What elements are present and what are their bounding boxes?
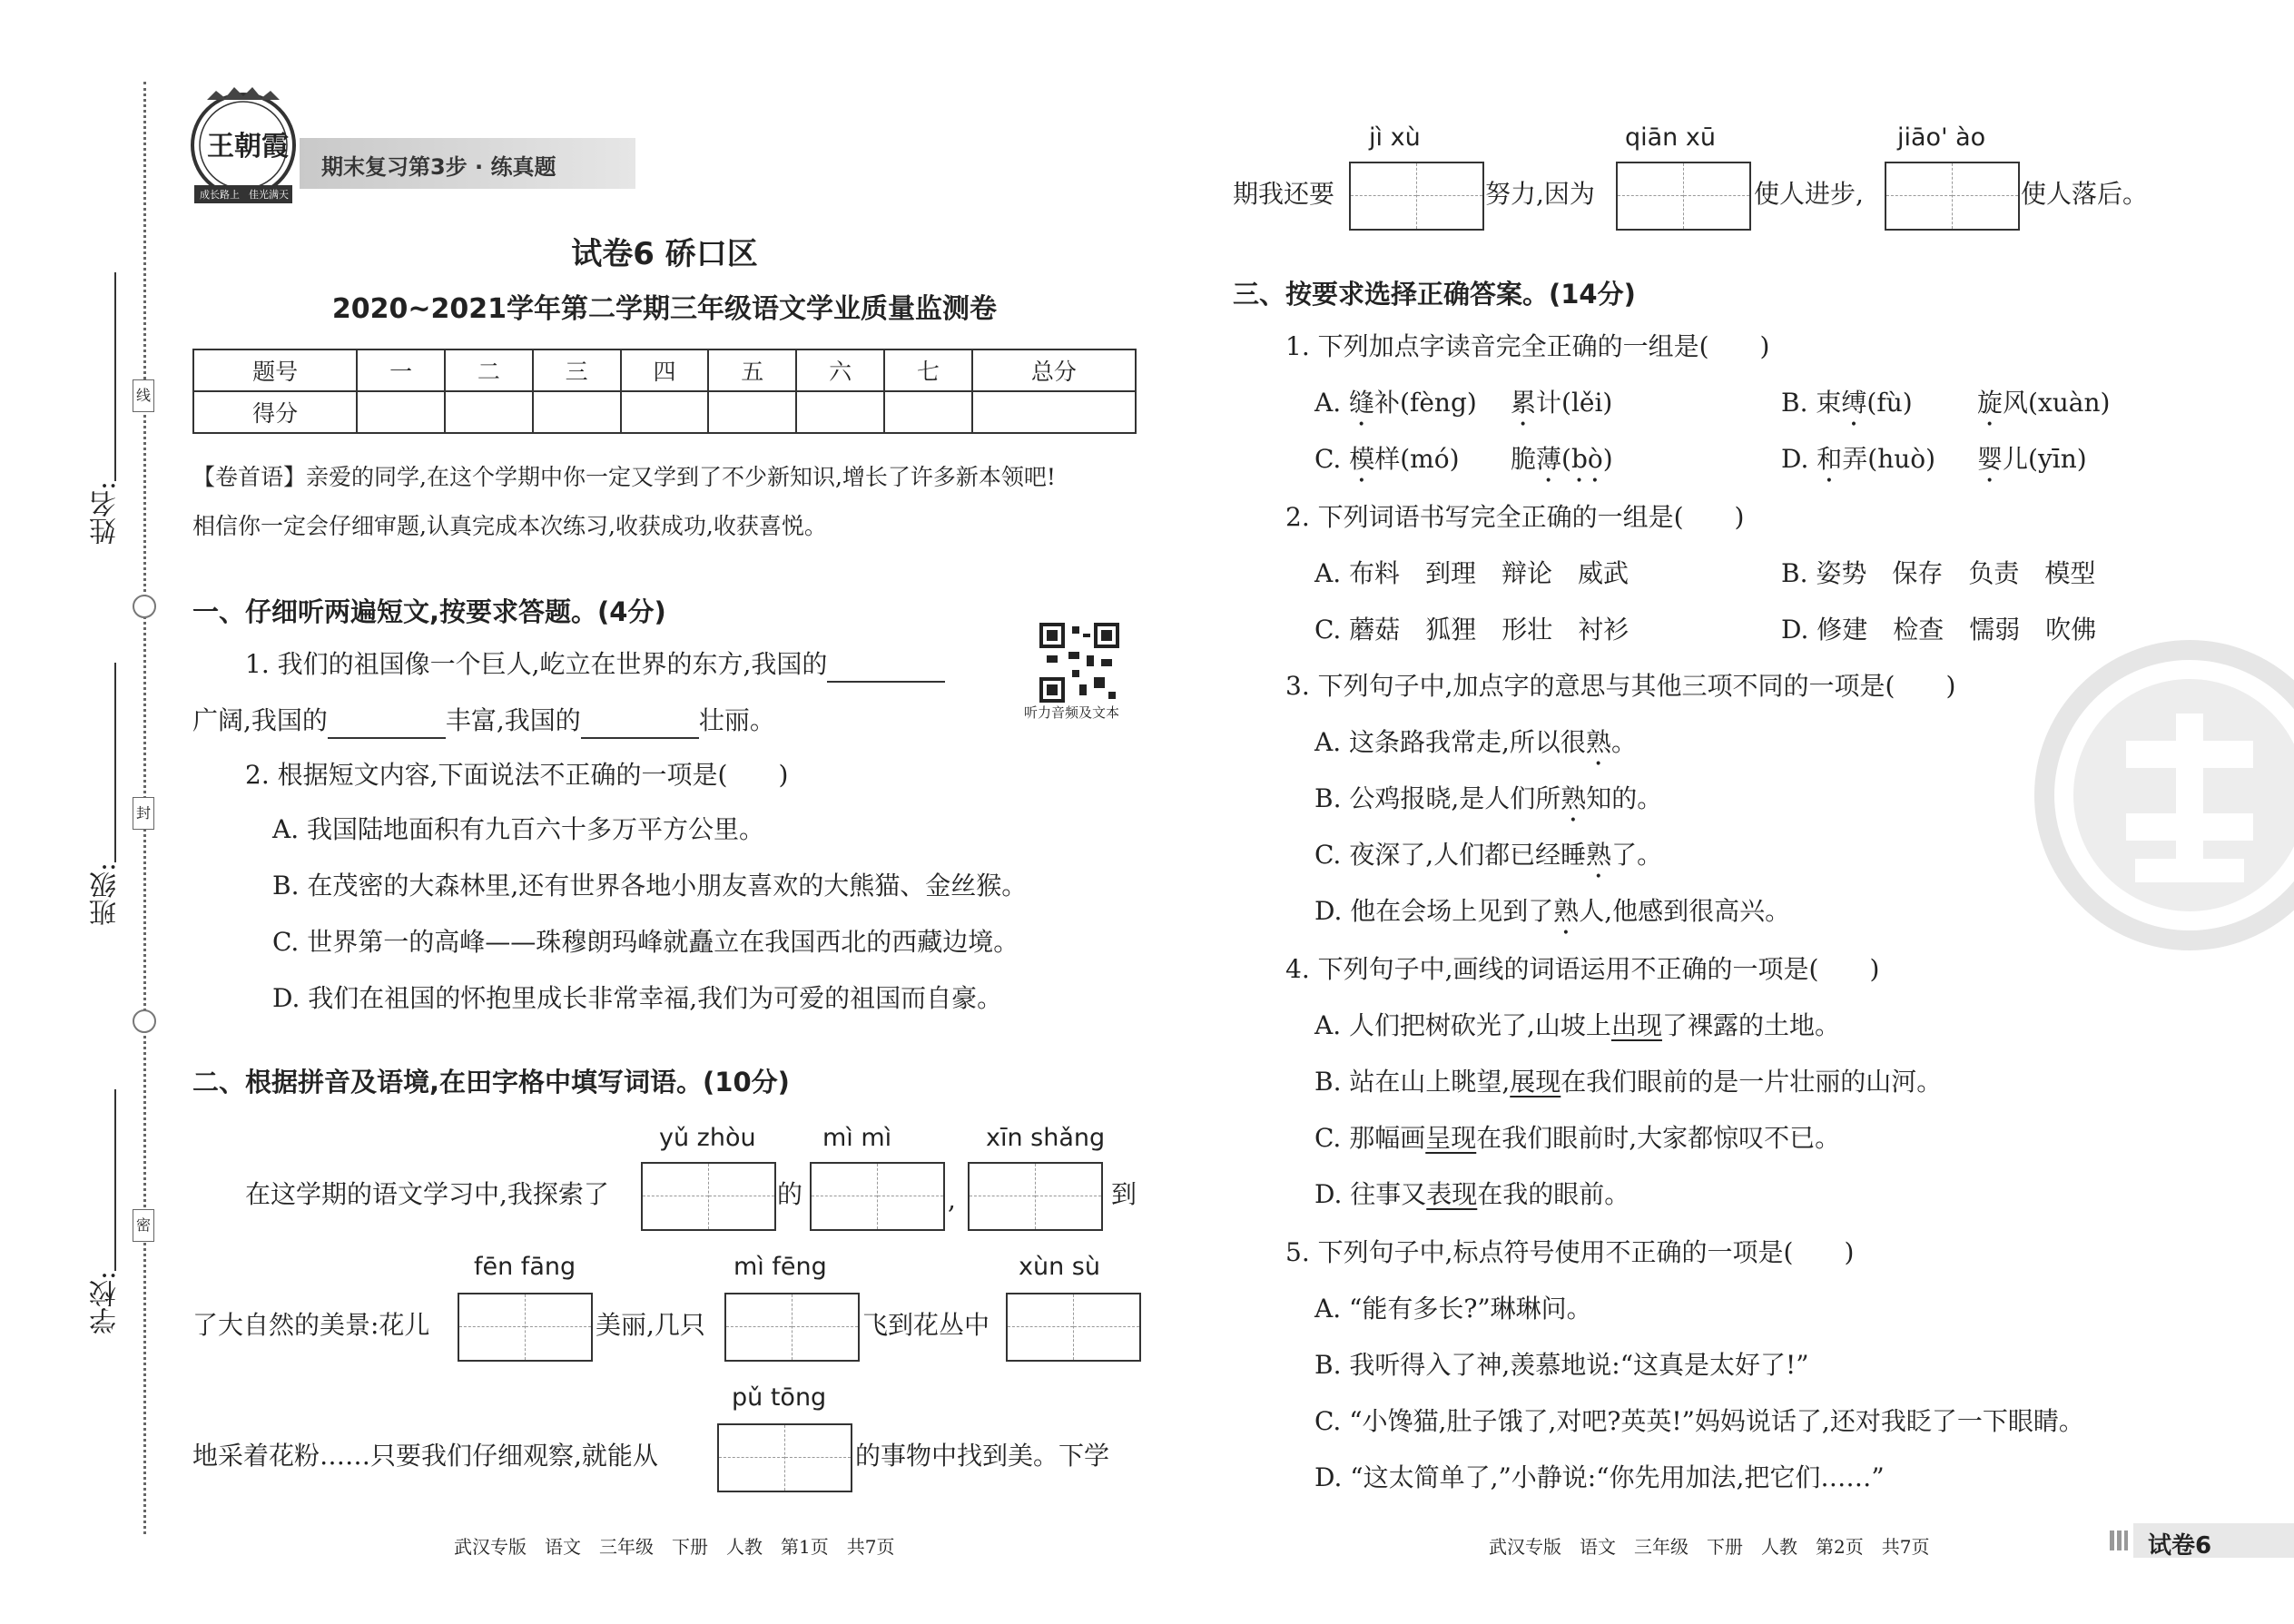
s3-q3-option <box>1314 839 1662 884</box>
qr-code <box>1039 623 1119 703</box>
s3-q2-option: D. 修建 检查 懦弱 吹佛 <box>1781 615 2097 645</box>
s3-q3-option <box>1314 726 1637 772</box>
pinyin-label: mì fēng <box>733 1253 827 1281</box>
preface-line-1: 【卷首语】亲爱的同学,在这个学期中你一定又学到了不少新知识,增长了许多新本领吧! <box>192 464 1056 490</box>
pinyin-label: xùn sù <box>1019 1253 1100 1281</box>
dotted-char: 累 <box>1511 388 1537 418</box>
s2-text: , <box>948 1185 956 1215</box>
footer-right: 武汉专版 语文 三年级 下册 人教 第2页 共7页 <box>1489 1536 1930 1558</box>
qr-caption: 听力音频及文本 <box>1024 704 1120 721</box>
tianzige-box[interactable] <box>641 1162 776 1231</box>
score-header-cell: 四 <box>621 349 709 391</box>
s2-text: 美丽,几只 <box>596 1310 705 1340</box>
s3-text: A. 这条路我常走,所以很 <box>1314 727 1586 757</box>
s3-q1-option-b <box>1781 387 1913 432</box>
watermark-seal <box>2026 632 2294 959</box>
name-line <box>114 272 116 481</box>
tianzige-box[interactable] <box>1006 1293 1141 1362</box>
s3-text: 在我们眼前的是一片壮丽的山河。 <box>1561 1067 1943 1097</box>
underlined-word: 表现 <box>1426 1179 1478 1209</box>
score-cell[interactable] <box>796 391 884 433</box>
s3-text: C. <box>1314 444 1350 474</box>
s2-text: 到 <box>1111 1179 1137 1209</box>
s3-q4: 4. 下列句子中,画线的词语运用不正确的一项是( ) <box>1285 954 1880 984</box>
section2-heading: 二、根据拼音及语境,在田字格中填写词语。(10分) <box>192 1067 790 1097</box>
s3-text: 在我们眼前时,大家都惊叹不已。 <box>1476 1123 1841 1153</box>
preface-line-2: 相信你一定会仔细审题,认真完成本次练习,收获成功,收获喜悦。 <box>192 513 827 539</box>
score-cell[interactable] <box>621 391 709 433</box>
s2-text: 使人落后。 <box>2021 179 2149 209</box>
s3-q4-option <box>1314 1066 1942 1098</box>
score-table-score-row <box>193 391 1136 433</box>
s3-q2-option: B. 姿势 保存 负责 模型 <box>1781 558 2096 588</box>
logo-slogan-left: 成长路上 <box>200 189 240 201</box>
pinyin-label: jì xù <box>1369 123 1421 152</box>
footer-tag-text: 试卷6 <box>2148 1532 2212 1560</box>
s2-text: 飞到花丛中 <box>862 1310 990 1340</box>
s3-text: (fù) <box>1866 388 1913 418</box>
s3-q4-option <box>1314 1122 1840 1155</box>
school-line <box>114 1089 116 1271</box>
score-header-cell: 三 <box>533 349 621 391</box>
dotted-char: 熟 <box>1586 840 1612 870</box>
s3-q2-option: C. 蘑菇 狐狸 形壮 衬衫 <box>1314 615 1629 645</box>
pinyin-label: qiān xū <box>1625 123 1716 152</box>
s3-q1-option-a <box>1314 387 1477 432</box>
s1-q1-text-d: 壮丽。 <box>698 705 775 735</box>
logo-slogan-right: 佳光满天 <box>249 189 289 201</box>
underlined-word: 呈现 <box>1425 1123 1477 1153</box>
score-header-cell: 七 <box>884 349 972 391</box>
s3-q3-option <box>1314 782 1662 828</box>
tianzige-box[interactable] <box>717 1423 852 1492</box>
answer-blank[interactable] <box>581 704 699 739</box>
s1-q2: 2. 根据短文内容,下面说法不正确的一项是( ) <box>245 760 789 790</box>
s1-option: C. 世界第一的高峰——珠穆朗玛峰就矗立在我国西北的西藏边境。 <box>272 927 1019 957</box>
s2-text: 努力,因为 <box>1485 179 1595 209</box>
s3-text: C. 那幅画 <box>1314 1123 1426 1153</box>
s2-text: 的 <box>777 1179 803 1209</box>
s1-option: D. 我们在祖国的怀抱里成长非常幸福,我们为可爱的祖国而自豪。 <box>272 983 1003 1013</box>
dotted-char: 和 <box>1816 444 1843 474</box>
score-header-cell: 总分 <box>972 349 1136 391</box>
s1-q1-line2 <box>192 704 775 739</box>
s1-option: B. 在茂密的大森林里,还有世界各地小朋友喜欢的大熊猫、金丝猴。 <box>272 871 1028 901</box>
s3-text: D. 往事又 <box>1314 1179 1427 1209</box>
s1-q1-text-c: 丰富,我国的 <box>445 705 581 735</box>
s3-text: B. 站在山上眺望, <box>1314 1067 1511 1097</box>
dotted-char: 熟 <box>1585 727 1611 757</box>
tianzige-box[interactable] <box>1885 162 2020 231</box>
dotted-char: 模 <box>1349 444 1375 474</box>
s2-text: 使人进步, <box>1754 179 1864 209</box>
s3-text: 脆 <box>1511 444 1537 474</box>
pinyin-label: xīn shǎng <box>986 1124 1106 1152</box>
section3-heading: 三、按要求选择正确答案。(14分) <box>1233 279 1636 310</box>
s3-text: 弄(huò) <box>1842 444 1936 474</box>
s3-text: B. 束 <box>1781 388 1842 418</box>
underlined-word: 出现 <box>1610 1010 1662 1040</box>
dotted-char: 缝 <box>1349 388 1375 418</box>
s3-text: D. <box>1781 444 1817 474</box>
s3-q1: 1. 下列加点字读音完全正确的一组是( ) <box>1285 331 1770 361</box>
s3-q5: 5. 下列句子中,标点符号使用不正确的一项是( ) <box>1285 1237 1855 1267</box>
s3-q4-option <box>1314 1178 1629 1211</box>
score-cell[interactable] <box>357 391 445 433</box>
s3-q1-option-c2 <box>1511 443 1613 488</box>
score-table-header-row <box>193 349 1136 391</box>
dotted-char: 薄(bò) <box>1536 444 1613 474</box>
s3-q1-option-d2 <box>1977 443 2087 488</box>
s3-text: A. 人们把树砍光了,山坡上 <box>1314 1010 1611 1040</box>
s3-text: 人,他感到很高兴。 <box>1579 896 1791 926</box>
s3-text: 计(lěi) <box>1536 388 1613 418</box>
s3-text: 风(xuàn) <box>2003 388 2111 418</box>
s3-text: 了。 <box>1611 840 1663 870</box>
seal-mark-1: 线 <box>133 379 154 412</box>
s3-q5-option: B. 我听得入了神,羡慕地说:“这真是太好了!” <box>1314 1350 1809 1380</box>
dotted-char: 熟 <box>1553 896 1580 926</box>
score-row-label: 得分 <box>193 391 357 433</box>
score-header-cell: 五 <box>708 349 796 391</box>
footer-left: 武汉专版 语文 三年级 下册 人教 第1页 共7页 <box>454 1536 895 1558</box>
s2-text: 的事物中找到美。下学 <box>855 1441 1110 1471</box>
answer-blank[interactable] <box>328 704 446 739</box>
score-header-cell: 一 <box>357 349 445 391</box>
seal-mark-2: 封 <box>133 797 154 830</box>
s3-text: 样(mó) <box>1374 444 1460 474</box>
brand-logo <box>180 84 307 211</box>
footer-bar-icon <box>2110 1530 2128 1550</box>
s3-text: 了裸露的土地。 <box>1661 1010 1840 1040</box>
s3-q3-option <box>1314 895 1790 940</box>
pinyin-label: yǔ zhòu <box>659 1124 756 1152</box>
score-cell[interactable] <box>445 391 533 433</box>
s3-text: B. 公鸡报晓,是人们所 <box>1314 783 1561 813</box>
paper-title: 试卷6 硚口区 <box>571 236 758 272</box>
dotted-char: 婴 <box>1977 444 2004 474</box>
s3-q2: 2. 下列词语书写完全正确的一组是( ) <box>1285 502 1745 532</box>
s3-q5-option: C. “小馋猫,肚子饿了,对吧?英英!”妈妈说话了,还对我眨了一下眼睛。 <box>1314 1406 2084 1436</box>
s3-text: 。 <box>1610 727 1637 757</box>
paper-subtitle: 2020~2021学年第二学期三年级语文学业质量监测卷 <box>331 293 998 325</box>
tianzige-box[interactable] <box>968 1162 1103 1231</box>
name-label: 姓名: <box>90 481 122 546</box>
score-header-cell: 题号 <box>193 349 357 391</box>
s3-q1-option-a2 <box>1511 387 1612 432</box>
banner-bar <box>300 138 635 189</box>
s3-q5-option: D. “这太简单了,”小静说:“你先用加法,把它们……” <box>1314 1462 1885 1492</box>
score-cell[interactable] <box>533 391 621 433</box>
seal-circle-1 <box>133 595 156 618</box>
s3-q4-option <box>1314 1009 1840 1042</box>
tianzige-box[interactable] <box>458 1293 593 1362</box>
tianzige-box[interactable] <box>1616 162 1751 231</box>
tianzige-box[interactable] <box>810 1162 945 1231</box>
s2-text: 在这学期的语文学习中,我探索了 <box>245 1179 609 1209</box>
footer-tag <box>2133 1523 2294 1558</box>
pinyin-label: mì mì <box>822 1124 892 1152</box>
s3-q2-option: A. 布料 到理 辩论 威武 <box>1314 558 1629 588</box>
score-header-cell: 六 <box>796 349 884 391</box>
section1-heading: 一、仔细听两遍短文,按要求答题。(4分) <box>192 596 666 627</box>
s3-q1-option-b2 <box>1977 387 2110 432</box>
tianzige-box[interactable] <box>724 1293 860 1362</box>
s3-text: A. <box>1314 388 1350 418</box>
score-cell[interactable] <box>708 391 796 433</box>
s1-option: A. 我国陆地面积有九百六十多万平方公里。 <box>272 814 765 844</box>
s3-text: 知的。 <box>1586 783 1663 813</box>
dotted-char: 缚 <box>1841 388 1867 418</box>
tianzige-box[interactable] <box>1349 162 1484 231</box>
s3-text: 补(fèng) <box>1374 388 1477 418</box>
s3-q5-option: A. “能有多长?”琳琳问。 <box>1314 1294 1592 1324</box>
s3-text: D. 他在会场上见到了 <box>1314 896 1554 926</box>
underlined-word: 展现 <box>1510 1067 1561 1097</box>
score-cell[interactable] <box>972 391 1136 433</box>
s3-q3: 3. 下列句子中,加点字的意思与其他三项不同的一项是( ) <box>1285 671 1956 701</box>
score-cell[interactable] <box>884 391 972 433</box>
score-header-cell: 二 <box>445 349 533 391</box>
s1-q1-line1 <box>245 648 945 683</box>
pinyin-label: jiāo' ào <box>1897 123 1986 152</box>
school-label: 学校: <box>90 1271 122 1335</box>
s1-q1-text-a: 1. 我们的祖国像一个巨人,屹立在世界的东方,我国的 <box>245 649 828 679</box>
pinyin-label: fēn fāng <box>474 1253 576 1281</box>
dotted-char: 旋 <box>1977 388 2004 418</box>
s3-q1-option-c <box>1314 443 1460 488</box>
s3-text: 在我的眼前。 <box>1477 1179 1630 1209</box>
pinyin-label: pǔ tōng <box>732 1383 827 1412</box>
seal-circle-2 <box>133 1009 156 1033</box>
class-label: 班级: <box>90 862 122 927</box>
banner-text: 期末复习第3步 · 练真题 <box>321 154 556 180</box>
s3-text: C. 夜深了,人们都已经睡 <box>1314 840 1587 870</box>
score-table <box>192 349 1137 434</box>
s2-text: 了大自然的美景:花儿 <box>192 1310 430 1340</box>
seal-mark-3: 密 <box>133 1209 154 1242</box>
logo-name: 王朝霞 <box>207 131 289 162</box>
s2-text: 期我还要 <box>1233 179 1335 209</box>
answer-blank[interactable] <box>827 648 945 683</box>
class-line <box>114 663 116 862</box>
dotted-char: 熟 <box>1561 783 1587 813</box>
s3-q1-option-d <box>1781 443 1935 488</box>
s3-text: 儿(yīn) <box>2003 444 2087 474</box>
s2-text: 地采着花粉……只要我们仔细观察,就能从 <box>192 1441 658 1471</box>
s1-q1-text-b: 广阔,我国的 <box>192 705 328 735</box>
